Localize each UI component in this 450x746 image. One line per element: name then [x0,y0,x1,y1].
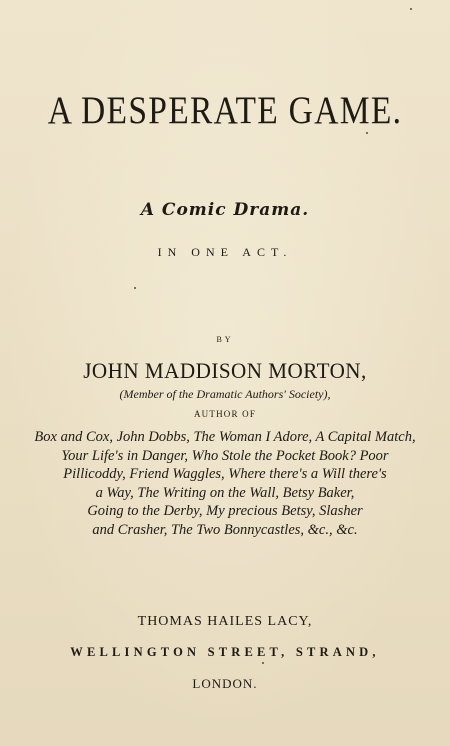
other-works-list [30,428,420,539]
works-line: Pillicoddy, Friend Waggles, Where there's a Will there's [63,466,387,482]
play-title: A DESPERATE GAME. [47,89,403,132]
works-line: Box and Cox, John Dobbs, The Woman I Adore, A Capital Match, [34,429,416,445]
ink-speck [410,8,412,10]
author-name: JOHN MADDISON MORTON, [83,358,367,383]
ink-speck [134,287,136,289]
author-membership: (Member of the Dramatic Authors' Society), [119,387,331,401]
publisher-name: THOMAS HAILES LACY, [137,614,313,629]
acts-line: IN ONE ACT. [157,245,293,259]
works-line: Your Life's in Danger, Who Stole the Pocket Book? Poor [61,447,389,464]
publisher-city: LONDON. [192,676,258,691]
publisher-address: WELLINGTON STREET, STRAND, [70,645,380,659]
by-label: BY [216,335,234,344]
ink-speck [262,662,264,664]
bleed-through-shadow [0,30,450,56]
works-line: a Way, The Writing on the Wall, Betsy Baker, [95,484,355,501]
author-of-label: AUTHOR OF [193,409,257,419]
works-line: Going to the Derby, My precious Betsy, Slasher [87,503,363,519]
genre-heading: A Comic Drama. [140,200,310,220]
works-line: and Crasher, The Two Bonnycastles, &c., &c. [92,521,358,538]
